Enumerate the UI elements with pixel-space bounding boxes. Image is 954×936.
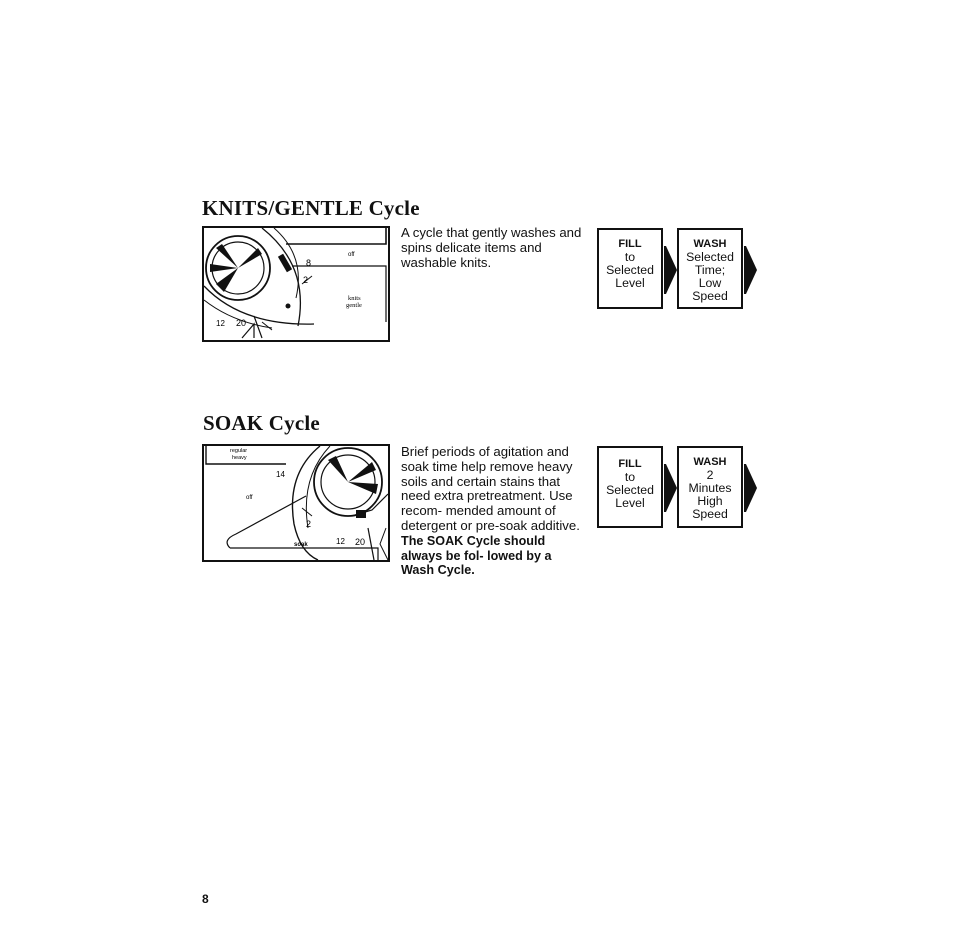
step-line: Selected: [606, 263, 654, 277]
soak-heading: SOAK Cycle: [203, 411, 320, 435]
step-title: WASH: [693, 456, 727, 468]
step-line: Level: [615, 496, 645, 510]
soak-dial-soak: soak: [294, 542, 308, 548]
step-line: to: [624, 250, 636, 264]
knits-dial-off-label: off: [348, 252, 355, 258]
step-line: High: [697, 494, 723, 508]
step-line: Time;: [694, 263, 726, 277]
knits-description: A cycle that gently washes and spins delicate items and washable knits.: [401, 225, 582, 270]
step-line: to: [624, 470, 636, 484]
knits-dial-illustration: [202, 226, 390, 342]
knits-dial-label-2: gentle: [346, 302, 362, 309]
soak-dial-regular-2: heavy: [232, 455, 247, 461]
step-line: Minutes: [688, 481, 732, 495]
knits-dial-20: 20: [236, 318, 247, 328]
step-title: FILL: [618, 458, 642, 470]
knits-dial-8: 8: [306, 258, 312, 268]
step-title: FILL: [618, 238, 642, 250]
soak-dial-20: 20: [355, 537, 366, 547]
arrow-right-icon: [664, 458, 678, 518]
soak-description-note: The SOAK Cycle should always be fol- lowed by a Wash Cycle.: [401, 533, 552, 578]
soak-dial-14: 14: [276, 470, 285, 479]
knits-dial-label-1: knits: [348, 295, 361, 302]
soak-dial-off: off: [246, 495, 253, 501]
arrow-right-icon: [744, 458, 758, 518]
soak-fill-step: [597, 446, 663, 528]
knits-dial-2: 2: [303, 275, 309, 285]
soak-dial-illustration: [202, 444, 390, 562]
soak-dial-2: 2: [306, 519, 312, 529]
arrow-right-icon: [664, 240, 678, 300]
step-line: Selected: [686, 250, 734, 264]
step-line: Level: [615, 276, 645, 290]
soak-description: [401, 445, 587, 578]
step-line: Low: [698, 276, 722, 290]
step-line: Speed: [692, 507, 728, 521]
knits-heading: KNITS/GENTLE Cycle: [202, 196, 420, 220]
soak-description-text: Brief periods of agitation and soak time help remove heavy soils and certain stains that need extra pretreatment. Use recom- mended amount of detergent or pre-soak additive.: [401, 444, 580, 533]
arrow-right-icon: [744, 240, 758, 300]
step-line: Selected: [606, 483, 654, 497]
knits-dial-12: 12: [216, 319, 225, 328]
step-title: WASH: [693, 238, 727, 250]
knits-fill-step: [597, 228, 663, 309]
soak-dial-regular-1: regular: [230, 448, 248, 454]
page-number: 8: [202, 892, 209, 906]
soak-dial-12: 12: [336, 537, 345, 546]
soak-wash-step: [677, 446, 743, 528]
step-line: Speed: [692, 289, 728, 303]
step-line: 2: [706, 468, 714, 482]
knits-wash-step: [677, 228, 743, 309]
